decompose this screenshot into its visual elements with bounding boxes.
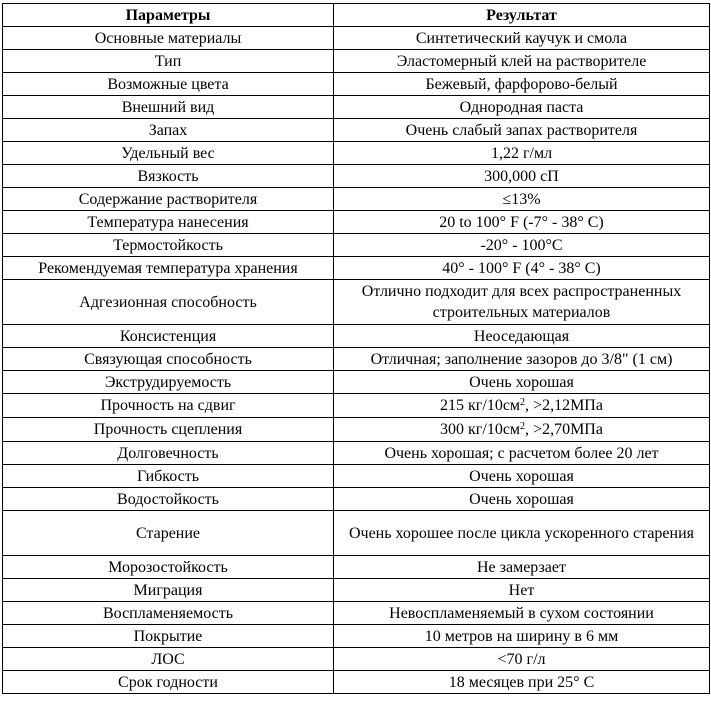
param-cell: Тип xyxy=(3,50,334,73)
header-param: Параметры xyxy=(3,4,334,27)
result-cell: 300,000 сП xyxy=(334,165,710,188)
param-cell: Гибкость xyxy=(3,465,334,488)
result-cell: Очень слабый запах растворителя xyxy=(334,119,710,142)
spec-table xyxy=(2,3,710,694)
table-row xyxy=(3,234,710,257)
result-cell: Не замерзает xyxy=(334,556,710,579)
result-value-text: , >2,70МПа xyxy=(525,421,603,438)
param-cell: Прочность сцепления xyxy=(3,418,334,442)
table-row xyxy=(3,488,710,511)
table-row xyxy=(3,348,710,371)
result-cell: 40° - 100° F (4° - 38° C) xyxy=(334,257,710,280)
table-row xyxy=(3,211,710,234)
result-cell: Очень хорошее после цикла ускоренного старения xyxy=(334,511,710,556)
table-row xyxy=(3,671,710,694)
param-cell: Срок годности xyxy=(3,671,334,694)
table-row xyxy=(3,96,710,119)
param-cell: Экструдируемость xyxy=(3,371,334,394)
result-cell: Неоседающая xyxy=(334,325,710,348)
table-row xyxy=(3,442,710,465)
param-cell: Адгезионная способность xyxy=(3,280,334,325)
table-row xyxy=(3,465,710,488)
result-cell: Синтетический каучук и смола xyxy=(334,27,710,50)
param-cell: Водостойкость xyxy=(3,488,334,511)
header-row xyxy=(3,4,710,27)
table-row xyxy=(3,73,710,96)
param-cell: Запах xyxy=(3,119,334,142)
table-row xyxy=(3,511,710,556)
param-cell: Связующая способность xyxy=(3,348,334,371)
result-cell: Очень хорошая xyxy=(334,465,710,488)
param-cell: Покрытие xyxy=(3,625,334,648)
param-cell: Термостойкость xyxy=(3,234,334,257)
param-cell: Рекомендуемая температура хранения xyxy=(3,257,334,280)
param-cell: Удельный вес xyxy=(3,142,334,165)
table-row xyxy=(3,257,710,280)
result-cell: Очень хорошая xyxy=(334,371,710,394)
param-cell: Возможные цвета xyxy=(3,73,334,96)
result-cell: 18 месяцев при 25° C xyxy=(334,671,710,694)
table-row xyxy=(3,602,710,625)
superscript: 2 xyxy=(520,397,526,408)
result-cell: 1,22 г/мл xyxy=(334,142,710,165)
result-cell: Очень хорошая; с расчетом более 20 лет xyxy=(334,442,710,465)
result-cell: Нет xyxy=(334,579,710,602)
result-cell xyxy=(334,418,710,442)
table-row xyxy=(3,625,710,648)
result-cell: 10 метров на ширину в 6 мм xyxy=(334,625,710,648)
result-value-text: , >2,12МПа xyxy=(525,397,603,414)
table-row xyxy=(3,371,710,394)
result-cell: Однородная паста xyxy=(334,96,710,119)
result-cell: Очень хорошая xyxy=(334,488,710,511)
table-row xyxy=(3,418,710,442)
result-cell: Эластомерный клей на растворителе xyxy=(334,50,710,73)
result-cell: ≤13% xyxy=(334,188,710,211)
result-value-text: 215 кг/10см xyxy=(440,397,521,414)
result-value-text: 300 кг/10см xyxy=(440,421,521,438)
header-result: Результат xyxy=(334,4,710,27)
table-row xyxy=(3,142,710,165)
table-row xyxy=(3,280,710,325)
param-cell: Внешний вид xyxy=(3,96,334,119)
table-row xyxy=(3,27,710,50)
param-cell: Морозостойкость xyxy=(3,556,334,579)
result-cell: <70 г/л xyxy=(334,648,710,671)
param-cell: Прочность на сдвиг xyxy=(3,394,334,418)
result-cell: Невоспламеняемый в сухом состоянии xyxy=(334,602,710,625)
table-row xyxy=(3,556,710,579)
result-cell: Отличная; заполнение зазоров до 3/8" (1 см) xyxy=(334,348,710,371)
table-row xyxy=(3,648,710,671)
superscript: 2 xyxy=(520,421,526,432)
result-cell: 20 to 100° F (-7° - 38° C) xyxy=(334,211,710,234)
table-row xyxy=(3,50,710,73)
table-row xyxy=(3,394,710,418)
param-cell: Старение xyxy=(3,511,334,556)
table-row xyxy=(3,165,710,188)
table-row xyxy=(3,579,710,602)
param-cell: Миграция xyxy=(3,579,334,602)
table-row xyxy=(3,119,710,142)
param-cell: Содержание растворителя xyxy=(3,188,334,211)
result-cell: -20° - 100°C xyxy=(334,234,710,257)
param-cell: Воспламеняемость xyxy=(3,602,334,625)
param-cell: ЛОС xyxy=(3,648,334,671)
param-cell: Долговечность xyxy=(3,442,334,465)
result-cell: Бежевый, фарфорово-белый xyxy=(334,73,710,96)
table-row xyxy=(3,325,710,348)
param-cell: Основные материалы xyxy=(3,27,334,50)
param-cell: Температура нанесения xyxy=(3,211,334,234)
param-cell: Консистенция xyxy=(3,325,334,348)
param-cell: Вязкость xyxy=(3,165,334,188)
table-row xyxy=(3,188,710,211)
result-cell: Отлично подходит для всех распространенных строительных материалов xyxy=(334,280,710,325)
result-cell xyxy=(334,394,710,418)
